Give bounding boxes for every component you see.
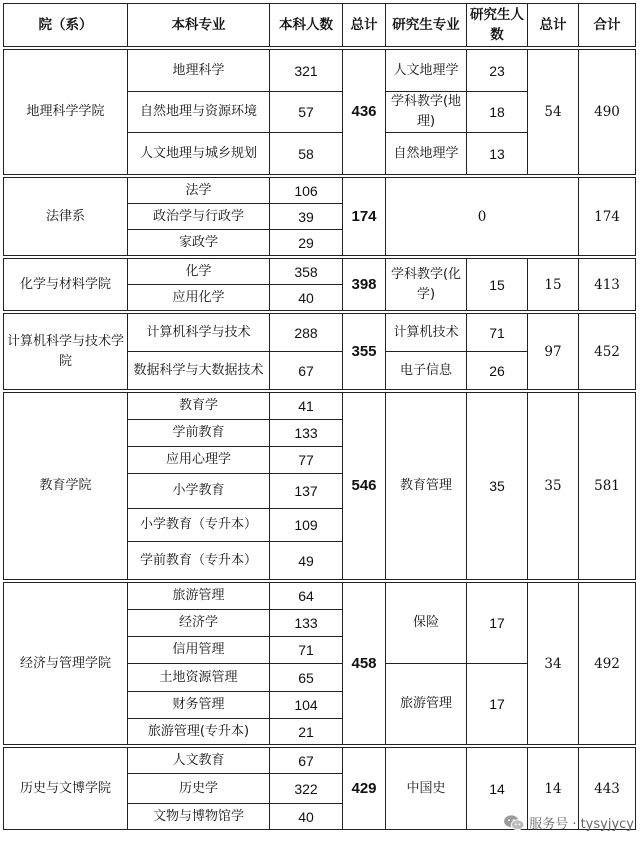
- ug-count: 67: [270, 748, 343, 774]
- ug-count: 133: [270, 420, 343, 447]
- ug-major: 计算机科学与技术: [128, 314, 270, 352]
- ug-major: 自然地理与资源环境: [128, 92, 270, 133]
- table-row: [4, 583, 636, 610]
- ug-total: 546: [343, 393, 386, 580]
- pg-count: 35: [467, 393, 528, 580]
- ug-count: 65: [270, 664, 343, 692]
- pg-total: 97: [528, 314, 579, 390]
- ug-major: 地理科学: [128, 50, 270, 92]
- ug-count: 40: [270, 285, 343, 311]
- watermark-text: 服务号 · tysyjycy: [529, 817, 634, 832]
- table-row: [4, 748, 636, 774]
- ug-major: 旅游管理(专升本): [128, 719, 270, 745]
- ug-total: 436: [343, 50, 386, 175]
- ug-major: 应用化学: [128, 285, 270, 311]
- ug-count: 104: [270, 692, 343, 719]
- ug-major: 人文教育: [128, 748, 270, 774]
- wechat-icon: [503, 814, 525, 832]
- pg-total: 35: [528, 393, 579, 580]
- pg-count: 26: [467, 352, 528, 390]
- ug-total: 429: [343, 748, 386, 830]
- ug-count: 133: [270, 610, 343, 637]
- college-name: 地理科学学院: [4, 50, 128, 175]
- ug-major: 财务管理: [128, 692, 270, 719]
- ug-count: 57: [270, 92, 343, 133]
- ug-count: 106: [270, 178, 343, 204]
- ug-major: 土地资源管理: [128, 664, 270, 692]
- ug-count: 288: [270, 314, 343, 352]
- ug-major: 信用管理: [128, 637, 270, 664]
- header-college: 院（系）: [4, 4, 128, 47]
- pg-major: 学科教学(地理): [386, 92, 467, 133]
- pg-total: 34: [528, 583, 579, 745]
- pg-total: 15: [528, 259, 579, 311]
- ug-major: 学前教育: [128, 420, 270, 447]
- ug-count: 67: [270, 352, 343, 390]
- pg-count: 13: [467, 133, 528, 175]
- ug-major: 家政学: [128, 230, 270, 256]
- grand-total: 174: [579, 178, 636, 256]
- table-row: [4, 393, 636, 420]
- pg-count: 71: [467, 314, 528, 352]
- ug-major: 数据科学与大数据技术: [128, 352, 270, 390]
- ug-count: 64: [270, 583, 343, 610]
- table-row: [4, 259, 636, 285]
- ug-major: 小学教育（专升本）: [128, 509, 270, 542]
- ug-count: 322: [270, 774, 343, 804]
- ug-count: 109: [270, 509, 343, 542]
- pg-major: 保险: [386, 583, 467, 664]
- pg-major: 人文地理学: [386, 50, 467, 92]
- ug-total: 355: [343, 314, 386, 390]
- ug-major: 学前教育（专升本）: [128, 542, 270, 580]
- college-name: 历史与文博学院: [4, 748, 128, 830]
- college-name: 法律系: [4, 178, 128, 256]
- pg-total: 14: [528, 748, 579, 830]
- ug-count: 39: [270, 204, 343, 230]
- college-name: 经济与管理学院: [4, 583, 128, 745]
- header-pg-count: 研究生人数: [467, 4, 528, 47]
- ug-count: 77: [270, 447, 343, 474]
- pg-major: 旅游管理: [386, 664, 467, 745]
- pg-count: 18: [467, 92, 528, 133]
- table-row: [4, 50, 636, 92]
- ug-major: 教育学: [128, 393, 270, 420]
- ug-major: 人文地理与城乡规划: [128, 133, 270, 175]
- pg-total: 54: [528, 50, 579, 175]
- header-pg-total: 总计: [528, 4, 579, 47]
- pg-count: 17: [467, 664, 528, 745]
- pg-major: 计算机技术: [386, 314, 467, 352]
- ug-total: 174: [343, 178, 386, 256]
- pg-count: 17: [467, 583, 528, 664]
- ug-major: 化学: [128, 259, 270, 285]
- pg-major: 电子信息: [386, 352, 467, 390]
- ug-major: 小学教育: [128, 474, 270, 509]
- pg-count: 23: [467, 50, 528, 92]
- header-ug-count: 本科人数: [270, 4, 343, 47]
- college-name: 化学与材料学院: [4, 259, 128, 311]
- grand-total: 581: [579, 393, 636, 580]
- pg-count: 14: [467, 748, 528, 830]
- ug-count: 29: [270, 230, 343, 256]
- pg-none: 0: [386, 178, 579, 256]
- ug-count: 71: [270, 637, 343, 664]
- ug-count: 41: [270, 393, 343, 420]
- ug-count: 358: [270, 259, 343, 285]
- ug-major: 应用心理学: [128, 447, 270, 474]
- ug-count: 58: [270, 133, 343, 175]
- ug-major: 文物与博物馆学: [128, 804, 270, 830]
- ug-total: 398: [343, 259, 386, 311]
- grand-total: 413: [579, 259, 636, 311]
- table-row: [4, 178, 636, 204]
- ug-count: 49: [270, 542, 343, 580]
- ug-major: 政治学与行政学: [128, 204, 270, 230]
- table-row: [4, 314, 636, 352]
- header-grand-total: 合计: [579, 4, 636, 47]
- grand-total: 492: [579, 583, 636, 745]
- watermark: [503, 813, 634, 832]
- ug-major: 法学: [128, 178, 270, 204]
- grand-total: 452: [579, 314, 636, 390]
- ug-count: 137: [270, 474, 343, 509]
- college-name: 教育学院: [4, 393, 128, 580]
- ug-count: 321: [270, 50, 343, 92]
- header-pg-major: 研究生专业: [386, 4, 467, 47]
- pg-major: 自然地理学: [386, 133, 467, 175]
- pg-major: 教育管理: [386, 393, 467, 580]
- grand-total: 490: [579, 50, 636, 175]
- ug-count: 40: [270, 804, 343, 830]
- college-name: 计算机科学与技术学院: [4, 314, 128, 390]
- pg-count: 15: [467, 259, 528, 311]
- ug-major: 旅游管理: [128, 583, 270, 610]
- ug-major: 经济学: [128, 610, 270, 637]
- header-row: [4, 4, 636, 47]
- ug-total: 458: [343, 583, 386, 745]
- pg-major: 学科教学(化学): [386, 259, 467, 311]
- header-ug-total: 总计: [343, 4, 386, 47]
- ug-major: 历史学: [128, 774, 270, 804]
- grand-total: 443: [579, 748, 636, 830]
- enrollment-table: [3, 3, 636, 830]
- ug-count: 21: [270, 719, 343, 745]
- pg-major: 中国史: [386, 748, 467, 830]
- header-ug-major: 本科专业: [128, 4, 270, 47]
